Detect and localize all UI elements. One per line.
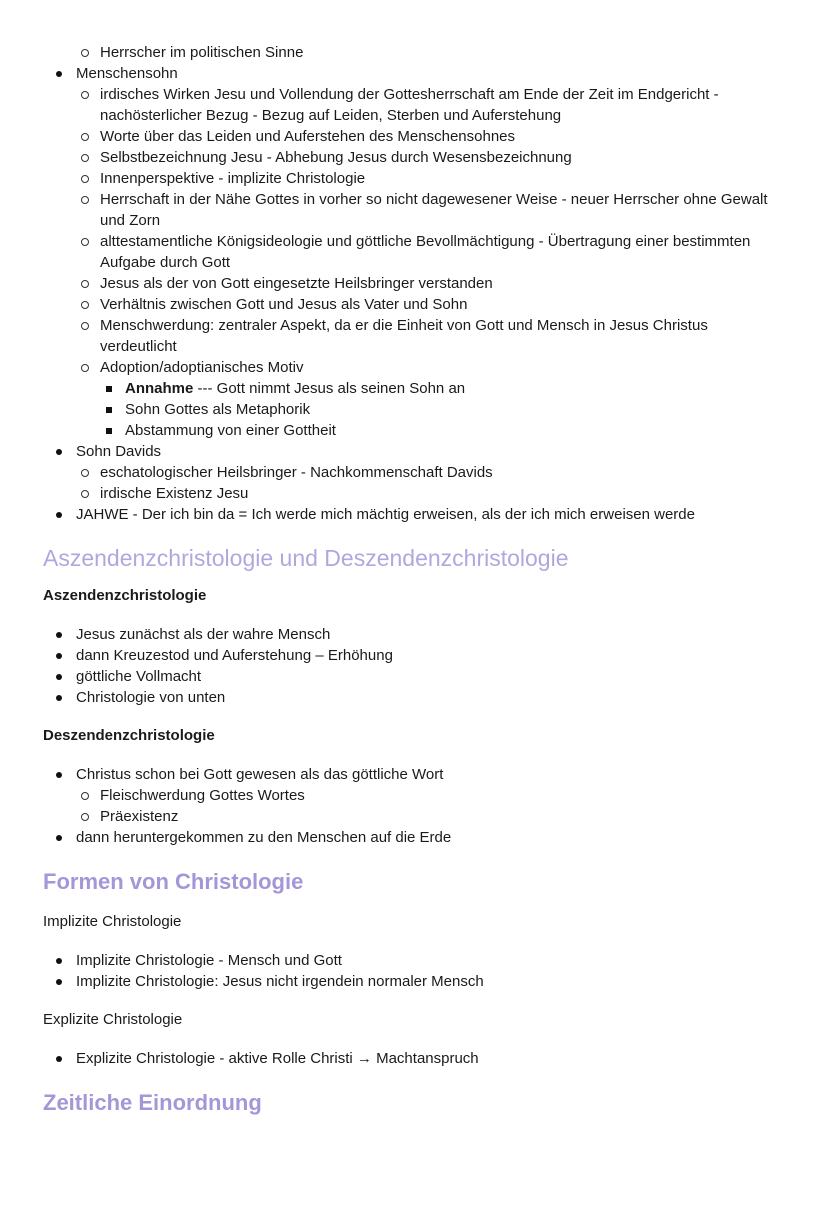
sub-list-item: Worte über das Leiden und Auferstehen des Menschensohnes [76, 126, 784, 147]
list-item: dann Kreuzestod und Auferstehung – Erhöhung [43, 645, 784, 666]
sub-list-item: Präexistenz [76, 806, 784, 827]
circle-bullet-icon [81, 813, 89, 821]
bullet-icon [56, 512, 62, 518]
square-bullet-icon [106, 407, 112, 413]
circle-bullet-icon [81, 322, 89, 330]
section-heading-zeitliche: Zeitliche Einordnung [43, 1090, 262, 1115]
subheading-aszendenz: Aszendenzchristologie [43, 587, 207, 604]
bullet-icon [56, 958, 62, 964]
implizit-list [43, 950, 784, 992]
bullet-icon [56, 1056, 62, 1062]
sub-sub-list-item: Abstammung von einer Gottheit [100, 420, 784, 441]
sub-list-item: Selbstbezeichnung Jesu - Abhebung Jesus durch Wesensbezeichnung [76, 147, 784, 168]
sub-list-item: Verhältnis zwischen Gott und Jesus als Vater und Sohn [76, 294, 784, 315]
bullet-icon [56, 835, 62, 841]
deszendenz-list [43, 764, 784, 848]
paragraph-implizit: Implizite Christologie [43, 913, 182, 930]
list-item: Explizite Christologie - aktive Rolle Christi → Machtanspruch [43, 1048, 784, 1069]
circle-bullet-icon [81, 301, 89, 309]
section-heading-aszendenz: Aszendenzchristologie und Deszendenzchristologie [43, 545, 569, 571]
sub-sub-list-item: Annahme --- Gott nimmt Jesus als seinen Sohn an [100, 378, 784, 399]
section-heading-formen: Formen von Christologie [43, 869, 304, 894]
list-item: Implizite Christologie: Jesus nicht irgendein normaler Mensch [43, 971, 784, 992]
circle-bullet-icon [81, 91, 89, 99]
list-item: Jesus zunächst als der wahre Mensch [43, 624, 784, 645]
sub-list-item: Fleischwerdung Gottes Wortes [76, 785, 784, 806]
sub-list-item: Herrschaft in der Nähe Gottes in vorher so nicht dagewesener Weise - neuer Herrscher ohne Gewalt und Zorn [76, 189, 784, 231]
bullet-icon [56, 674, 62, 680]
circle-bullet-icon [81, 364, 89, 372]
list-item: göttliche Vollmacht [43, 666, 784, 687]
sub-list-item: irdisches Wirken Jesu und Vollendung der Gottesherrschaft am Ende der Zeit im Endgericht - nachösterlicher Bezug - Bezug auf Leiden, Sterben und Auferstehung [76, 84, 784, 126]
list-item: Implizite Christologie - Mensch und Gott [43, 950, 784, 971]
circle-bullet-icon [81, 175, 89, 183]
list-item-menschensohn: Menschensohn irdisches Wirken Jesu und Vollendung der Gottesherrschaft am Ende der Zeit im Endgericht - nachösterlicher Bezug - Bezug auf Leiden, Sterben und Auferstehung Worte über das Leiden und Auferstehen des Menschensohnes Selbstbezeichnung Jesu - Abhebung Jesus durch Wesensbezeichnung Innenperspektive - implizite Christologie Herrschaft in der Nähe Gottes in vorher so nicht dagewesener Weise - neuer Herrscher ohne Gewalt und Zorn alttestamentliche Königsideologie und göttliche Bevollmächtigung - Übertragung einer bestimmten Aufgabe durch Gott Jesus als der von Gott eingesetzte Heilsbringer verstanden Verhältnis zwischen Gott und Jesus als Vater und Sohn Menschwerdung: zentraler Aspekt, da er die Einheit von Gott und Mensch in Jesus Christus verdeutlicht Adoption/adoptianisches Motiv Annahme --- Gott nimmt Jesus als seinen Sohn an Sohn Gottes als Metaphorik Abstammung von einer Gottheit [43, 63, 784, 441]
sub-list-item: irdische Existenz Jesu [76, 483, 784, 504]
circle-bullet-icon [81, 469, 89, 477]
sub-list-item: Menschwerdung: zentraler Aspekt, da er die Einheit von Gott und Mensch in Jesus Christus verdeutlicht [76, 315, 784, 357]
circle-bullet-icon [81, 792, 89, 800]
bullet-icon [56, 71, 62, 77]
top-list [43, 42, 784, 525]
bullet-icon [56, 695, 62, 701]
bullet-icon [56, 772, 62, 778]
sub-sub-list-item: Sohn Gottes als Metaphorik [100, 399, 784, 420]
list-item-sohn-davids: Sohn Davids eschatologischer Heilsbringer - Nachkommenschaft Davids irdische Existenz Jesu [43, 441, 784, 504]
sub-list-item: eschatologischer Heilsbringer - Nachkommenschaft Davids [76, 462, 784, 483]
sub-list-item: Herrscher im politischen Sinne [76, 42, 784, 63]
list-item-continuation [43, 42, 784, 63]
circle-bullet-icon [81, 154, 89, 162]
bullet-icon [56, 653, 62, 659]
square-bullet-icon [106, 428, 112, 434]
sub-list-item: alttestamentliche Königsideologie und göttliche Bevollmächtigung - Übertragung einer bestimmten Aufgabe durch Gott [76, 231, 784, 273]
sub-list-item: Innenperspektive - implizite Christologie [76, 168, 784, 189]
circle-bullet-icon [81, 238, 89, 246]
circle-bullet-icon [81, 196, 89, 204]
circle-bullet-icon [81, 133, 89, 141]
sub-list-item-adoption: Adoption/adoptianisches Motiv Annahme --- Gott nimmt Jesus als seinen Sohn an Sohn Gottes als Metaphorik Abstammung von einer Gottheit [76, 357, 784, 441]
list-item: Christologie von unten [43, 687, 784, 708]
list-item: dann heruntergekommen zu den Menschen auf die Erde [43, 827, 784, 848]
sub-list-item: Jesus als der von Gott eingesetzte Heilsbringer verstanden [76, 273, 784, 294]
list-item-jahwe: JAHWE - Der ich bin da = Ich werde mich mächtig erweisen, als der ich mich erweisen werde [43, 504, 784, 525]
circle-bullet-icon [81, 280, 89, 288]
bullet-icon [56, 449, 62, 455]
aszendenz-list [43, 624, 784, 708]
circle-bullet-icon [81, 49, 89, 57]
subheading-deszendenz: Deszendenzchristologie [43, 727, 215, 744]
bullet-icon [56, 632, 62, 638]
explizit-list [43, 1048, 784, 1069]
circle-bullet-icon [81, 490, 89, 498]
bullet-icon [56, 979, 62, 985]
list-item: Christus schon bei Gott gewesen als das göttliche Wort Fleischwerdung Gottes Wortes Präexistenz [43, 764, 784, 827]
paragraph-explizit: Explizite Christologie [43, 1011, 183, 1028]
square-bullet-icon [106, 386, 112, 392]
